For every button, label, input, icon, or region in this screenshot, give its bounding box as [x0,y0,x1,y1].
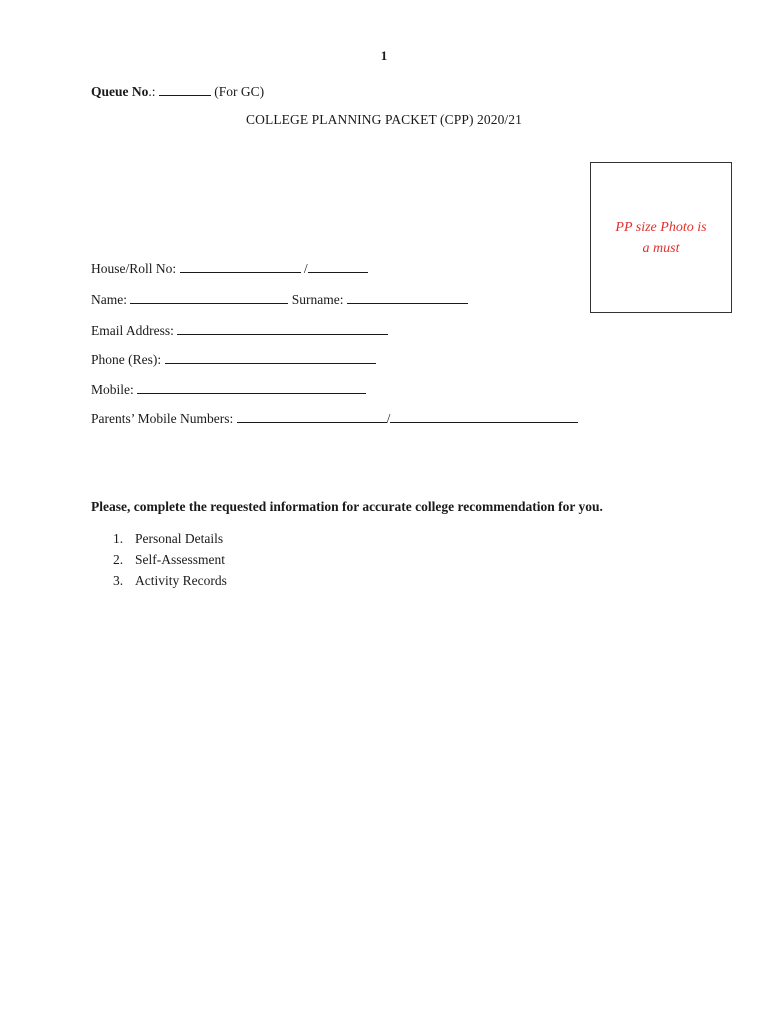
house-roll-field [91,260,368,277]
queue-blank[interactable] [159,83,211,96]
parent-mobile-2-blank[interactable] [390,410,578,423]
roll-blank[interactable] [308,260,368,273]
mobile-blank[interactable] [137,381,366,394]
parents-mobile-label: Parents’ Mobile Numbers: [91,411,237,426]
sections-list [113,528,227,591]
mobile-field [91,381,366,398]
list-item-number: 1. [113,531,124,546]
photo-instruction: PP size Photo is a must [615,219,707,256]
house-blank[interactable] [180,260,301,273]
email-field [91,322,388,339]
list-item [113,549,227,570]
queue-label: Queue No [91,84,149,99]
list-item-number: 2. [113,552,124,567]
list-item-label: Activity Records [135,573,227,588]
queue-note: (For GC) [214,84,265,99]
list-item-label: Self-Assessment [135,552,225,567]
queue-suffix: .: [148,84,159,99]
list-item [113,528,227,549]
surname-label: Surname: [291,292,347,307]
name-blank[interactable] [130,291,288,304]
photo-placeholder-box [590,162,732,313]
phone-res-field [91,351,376,368]
email-blank[interactable] [177,322,388,335]
parent-mobile-1-blank[interactable] [237,410,387,423]
instruction-text: Please, complete the requested information for accurate college recommendation for you. [91,499,603,514]
surname-blank[interactable] [347,291,468,304]
parents-mobile-field [91,410,578,427]
house-roll-label: House/Roll No: [91,261,180,276]
email-label: Email Address: [91,323,178,338]
name-label: Name: [91,292,131,307]
house-roll-separator: / [303,261,308,276]
phone-res-blank[interactable] [165,351,376,364]
document-title: COLLEGE PLANNING PACKET (CPP) 2020/21 [246,112,522,127]
phone-res-label: Phone (Res): [91,352,165,367]
page-number: 1 [380,48,388,63]
list-item-number: 3. [113,573,124,588]
list-item [113,570,227,591]
list-item-label: Personal Details [135,531,224,546]
name-field [91,291,468,308]
mobile-label: Mobile: [91,382,138,397]
queue-number-line [91,83,264,100]
parents-mobile-separator: / [386,411,391,426]
